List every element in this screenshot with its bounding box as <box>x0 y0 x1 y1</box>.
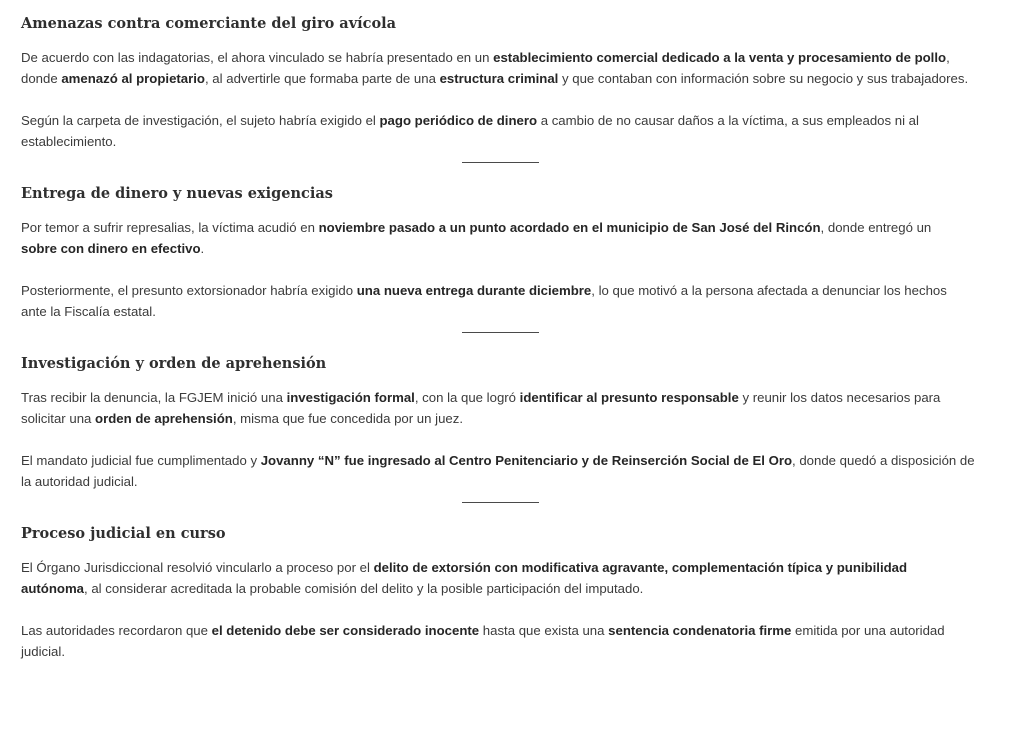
bold-text: Jovanny “N” fue ingresado al Centro Penitenciario y de Reinserción Social de El Oro <box>260 453 793 468</box>
paragraph <box>21 620 976 662</box>
text-run: El Órgano Jurisdiccional resolvió vincularlo a proceso por el <box>21 560 374 575</box>
section-heading: Entrega de dinero y nuevas exigencias <box>21 185 333 202</box>
bold-text: el detenido debe ser considerado inocente <box>211 623 480 638</box>
bold-text: noviembre pasado a un punto acordado en el municipio de San José del Rincón <box>318 220 821 235</box>
section-divider <box>21 152 983 174</box>
text-run: a cambio de no causar daños a la víctima, a sus empleados ni al establecimiento. <box>21 113 919 149</box>
bold-text: orden de aprehensión <box>95 411 233 426</box>
section-divider <box>21 492 983 514</box>
text-run: y reunir los datos necesarios para solicitar una <box>21 390 941 426</box>
text-run: , donde entregó un <box>820 220 932 235</box>
text-run: , misma que fue concedida por un juez. <box>232 411 463 426</box>
paragraph <box>21 47 976 89</box>
paragraph <box>21 450 983 492</box>
text-run: Por temor a sufrir represalias, la víctima acudió en <box>21 220 319 235</box>
text-run: hasta que exista una <box>479 623 609 638</box>
text-run: Tras recibir la denuncia, la FGJEM inició una <box>21 390 287 405</box>
section-amenazas <box>21 12 983 152</box>
text-run: y que contaban con información sobre su negocio y sus trabajadores. <box>558 71 969 86</box>
bold-text: investigación formal <box>286 390 415 405</box>
bold-text: sobre con dinero en efectivo <box>21 241 201 256</box>
section-investigacion <box>21 352 983 492</box>
paragraph <box>21 217 941 259</box>
text-run: Posteriormente, el presunto extorsionador habría exigido <box>21 283 357 298</box>
text-run: emitida por una autoridad judicial. <box>21 623 945 659</box>
paragraph <box>21 557 946 599</box>
bold-text: identificar al presunto responsable <box>519 390 739 405</box>
section-divider <box>21 322 983 344</box>
bold-text: estructura criminal <box>439 71 559 86</box>
text-run: , donde quedó a disposición de la autoridad judicial. <box>21 453 975 489</box>
article-body <box>21 12 983 662</box>
text-run: , con la que logró <box>414 390 520 405</box>
bold-text: sentencia condenatoria firme <box>608 623 792 638</box>
text-run: , al considerar acreditada la probable comisión del delito y la posible participación del imputado. <box>84 581 644 596</box>
bold-text: amenazó al propietario <box>61 71 205 86</box>
text-run: Las autoridades recordaron que <box>21 623 212 638</box>
paragraph <box>21 280 976 322</box>
bold-text: una nueva entrega durante diciembre <box>356 283 592 298</box>
section-heading: Proceso judicial en curso <box>21 525 226 542</box>
section-heading: Amenazas contra comerciante del giro avícola <box>21 15 397 32</box>
section-proceso <box>21 522 983 662</box>
text-run: Según la carpeta de investigación, el sujeto habría exigido el <box>21 113 380 128</box>
text-run: , lo que motivó a la persona afectada a denunciar los hechos ante la Fiscalía estatal. <box>21 283 947 319</box>
text-run: , donde <box>21 50 950 86</box>
bold-text: delito de extorsión con modificativa agravante, complementación típica y punibilidad autónoma <box>21 560 908 596</box>
paragraph <box>21 110 956 152</box>
bold-text: establecimiento comercial dedicado a la venta y procesamiento de pollo <box>493 50 947 65</box>
paragraph <box>21 387 966 429</box>
text-run: , al advertirle que formaba parte de una <box>204 71 440 86</box>
section-entrega <box>21 182 983 322</box>
text-run: El mandato judicial fue cumplimentado y <box>21 453 261 468</box>
section-heading: Investigación y orden de aprehensión <box>21 355 327 372</box>
bold-text: pago periódico de dinero <box>379 113 538 128</box>
text-run: De acuerdo con las indagatorias, el ahora vinculado se habría presentado en un <box>21 50 494 65</box>
text-run: . <box>200 241 205 256</box>
